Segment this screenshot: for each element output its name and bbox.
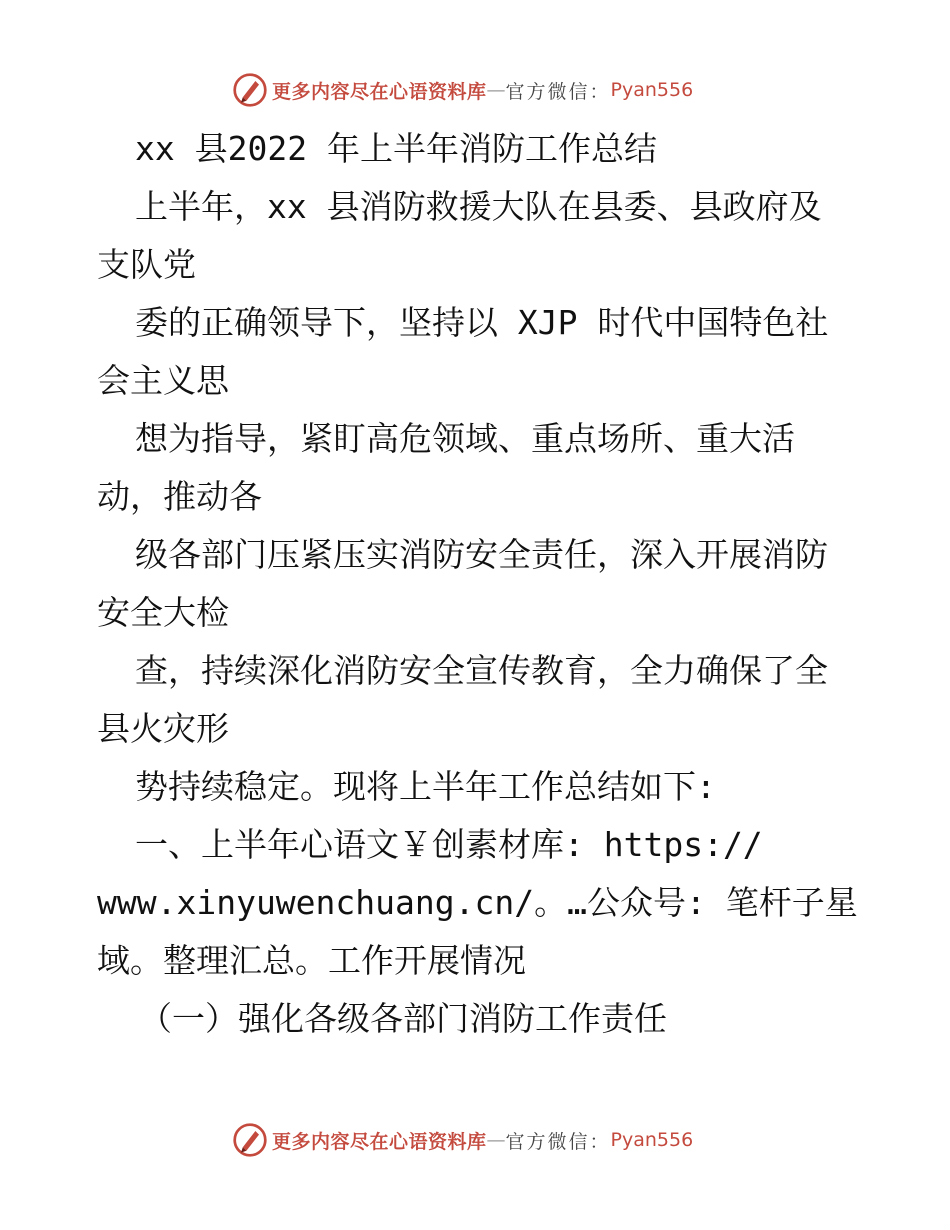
- doc-line: 势持续稳定。现将上半年工作总结如下:: [135, 767, 716, 806]
- doc-line: 想为指导，紧盯高危领域、重点场所、重大活: [135, 419, 795, 458]
- watermark-wechat-label: 官方微信：: [505, 1130, 611, 1153]
- doc-line: 级各部门压紧压实消防安全责任，深入开展消防: [135, 535, 828, 574]
- doc-line: 查，持续深化消防安全宣传教育，全力确保了全: [135, 651, 828, 690]
- watermark-wechat-id: Pyan556: [610, 1129, 694, 1151]
- watermark-separator: —: [486, 79, 506, 101]
- watermark-banner-top: [232, 70, 693, 110]
- doc-line: www.xinyuwenchuang.cn/。…公众号: 笔杆子星: [97, 883, 858, 922]
- doc-line: 上半年，xx 县消防救援大队在县委、县政府及: [135, 187, 822, 226]
- doc-line: 一、上半年心语文￥创素材库: https://: [135, 825, 763, 864]
- pen-logo-icon: [232, 72, 268, 108]
- watermark-separator: —: [486, 1129, 506, 1151]
- doc-line: 安全大检: [97, 593, 229, 632]
- watermark-site-text: 更多内容尽在心语资料库: [272, 1130, 487, 1153]
- watermark-site-text: 更多内容尽在心语资料库: [272, 80, 487, 103]
- watermark-wechat-id: Pyan556: [610, 79, 694, 101]
- doc-title: xx 县2022 年上半年消防工作总结: [135, 129, 657, 168]
- doc-line: 委的正确领导下，坚持以 XJP 时代中国特色社: [135, 303, 829, 342]
- watermark-banner-bottom: [232, 1120, 693, 1160]
- doc-line: 动，推动各: [97, 477, 262, 516]
- doc-line: 县火灾形: [97, 709, 229, 748]
- pen-logo-icon: [232, 1122, 268, 1158]
- doc-section-heading: （一）强化各级各部门消防工作责任: [139, 999, 667, 1038]
- doc-line: 域。整理汇总。工作开展情况: [97, 941, 526, 980]
- doc-line: 支队党: [97, 245, 196, 284]
- document-body: [97, 120, 877, 1048]
- watermark-wechat-label: 官方微信：: [505, 80, 611, 103]
- doc-line: 会主义思: [97, 361, 229, 400]
